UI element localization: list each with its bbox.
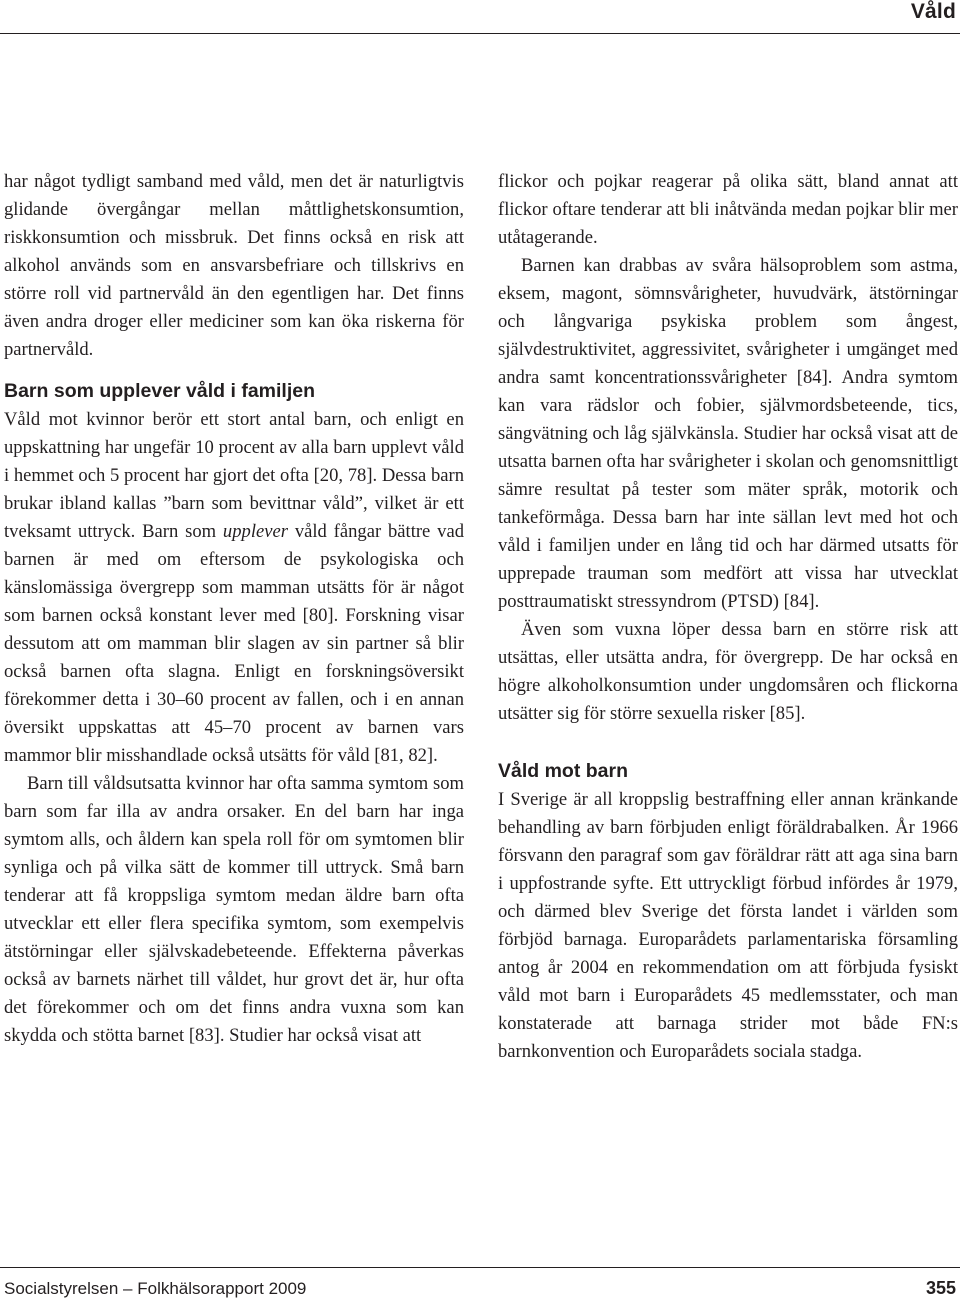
paragraph-alcohol: har något tydligt samband med våld, men det är naturligtvis glidande övergångar mellan måttlighetskonsumtion, riskkonsumtion och missbruk. Det finns också en risk att alkohol används som en ansvarsbefriare och tillskrivs en större roll vid partnervåld än den egentligen har. Det finns även andra droger eller mediciner som kan öka riskerna för partnervåld. [4,171,464,360]
paragraph-text: våld fångar bättre vad barnen är med om eftersom de psykologiska och känslomässiga övergrepp som mamman utsätts för är något som barnen också konstant lever med [80]. Forskning visar dessutom att om mamman blir slagen av sin partner så blir också barnen ofta slagna. Enligt en forskningsöversikt förekommer detta i 30–60 procent av fallen, och i en annan översikt uppskattas att 45–70 procent av barnen vars mammor blir misshandlade också utsätts för våld [81, 82]. [4,521,464,766]
emphasis-upplever: upplever [222,521,288,542]
paragraph-corporal-punishment: I Sverige är all kroppslig bestraffning eller annan kränkande behandling av barn förbjuden enligt föräldrabalken. År 1966 försvann den paragraf som gav föräldrar rätt att aga sina barn i uppfostrande syfte. Ett uttryckligt förbud infördes år 1979, och därmed blev Sverige det första landet i världen som förbjöd barnaga. Europarådets parlamentariska församling antog år 2004 en rekommendation om att förbjuda fysiskt våld mot barn i Europarådets 45 medlemsstater, och man konstaterade att barnaga strider mot både FN:s barnkonvention och Europarådets sociala stadga. [498,789,958,1062]
left-column [4,168,464,1050]
paragraph-children-affected [4,406,464,770]
paragraph-gender-reactions: flickor och pojkar reagerar på olika sätt, bland annat att flickor oftare tenderar att bli inåtvända medan pojkar blir mer utåtagerande. [498,171,958,248]
paragraph-health-problems: Barnen kan drabbas av svåra hälsoproblem som astma, eksem, magont, sömnsvårigheter, huvudvärk, ätstörningar och långvariga psykiska problem som ångest, självdestruktivitet, aggressivitet, svårigheter i umgänget med andra samt koncentrationssvårigheter [84]. Andra symtom kan vara rädslor och fobier, självmordsbeteende, tics, sängvätning och låg självkänsla. Studier har också visat att de utsatta barnen ofta har svårigheter i skolan och genomsnittligt sämre resultat på tester som mäter språk, motorik och tankeförmåga. Dessa barn har inte sällan levt med hot och våld i familjen under en lång tid och har därmed utsatts för upprepade trauman som medfört att vissa har utvecklat posttraumatiskt stressyndrom (PTSD) [84]. [498,255,958,612]
heading-violence-against-children: Våld mot barn [498,760,629,782]
right-column [498,168,958,1066]
footer-publication: Socialstyrelsen – Folkhälsorapport 2009 [4,1279,307,1298]
paragraph-adult-risks: Även som vuxna löper dessa barn en större risk att utsättas, eller utsätta andra, för övergrepp. De har också en högre alkoholkonsumtion under ungdomsåren och flickorna utsätter sig för större sexuella risker [85]. [498,619,958,724]
paragraph-symptoms: Barn till våldsutsatta kvinnor har ofta samma symtom som barn som far illa av andra orsaker. En del barn har inga symtom alls, och åldern kan spela roll för om symtomen blir synliga och på vilka sätt de kommer till uttryck. Små barn tenderar att få kroppsliga symtom medan äldre barn ofta utvecklar ett eller flera specifika symtom, som exempelvis ätstörningar eller självskadebeteende. Effekterna påverkas också av barnets närhet till våldet, hur grovt det är, hur ofta det förekommer och om det finns andra vuxna som kan skydda och stötta barnet [83]. Studier har också visat att [4,773,464,1046]
footer-divider [0,1267,960,1268]
paragraph-text: Våld mot kvinnor berör ett stort antal barn, och enligt en uppskattning har ungefär 10 procent av alla barn upplevt våld i hemmet och 5 procent har gjort det ofta [20, 78]. Dessa barn brukar ibland kallas ”barn som bevittnar våld”, vilket är ett tveksamt uttryck. Barn som [4,409,464,542]
page-number: 355 [925,1278,956,1298]
running-header: Våld [910,0,956,23]
header-divider [0,33,960,34]
heading-children-experiencing-violence: Barn som upplever våld i familjen [4,380,316,402]
